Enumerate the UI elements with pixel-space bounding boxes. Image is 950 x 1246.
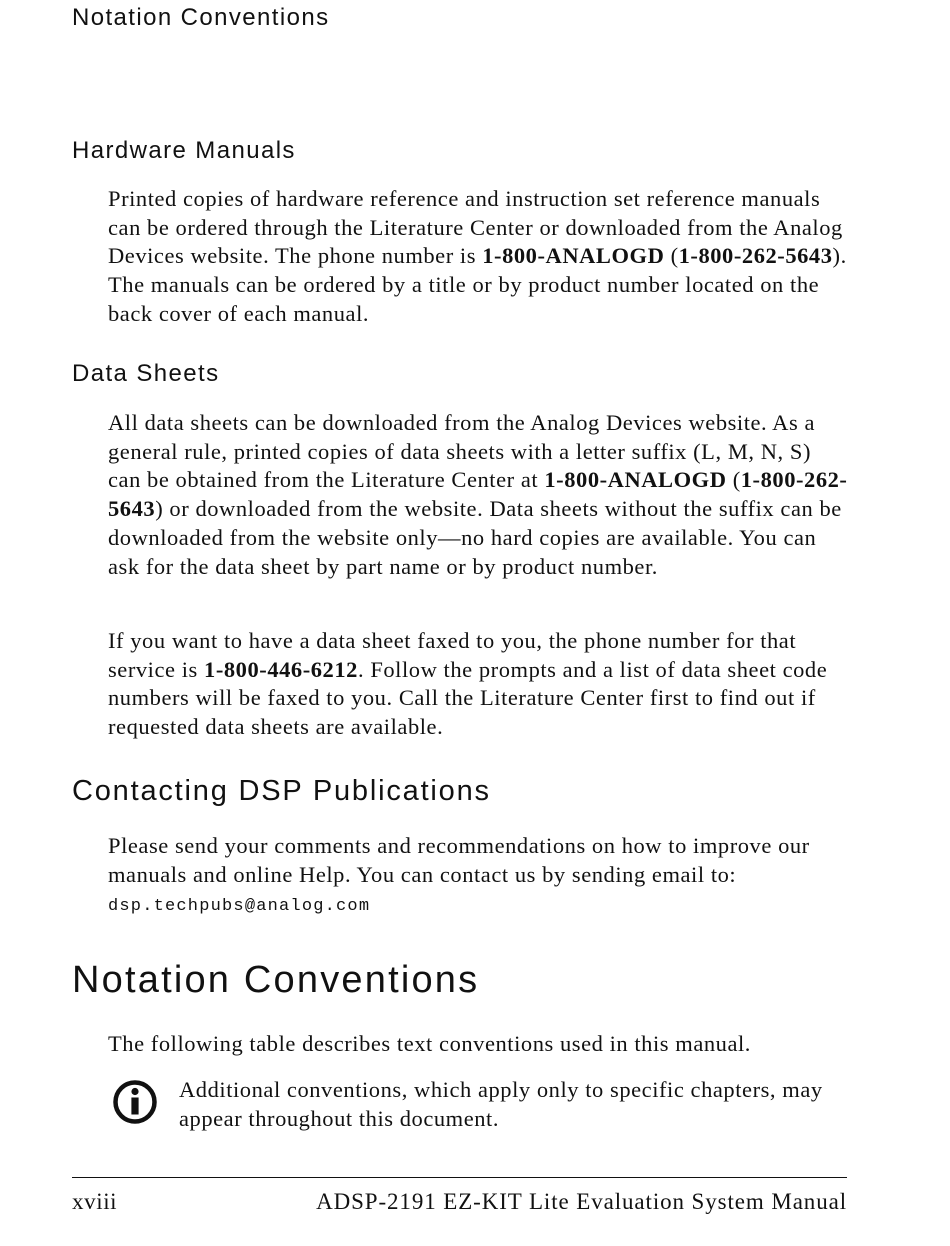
data-sheets-paragraph-1 xyxy=(108,409,850,581)
hardware-manuals-text-2: ( xyxy=(670,243,679,269)
data-sheets-phone-name: 1-800-ANALOGD xyxy=(544,467,727,493)
contacting-heading: Contacting DSP Publications xyxy=(72,775,491,807)
contact-email-link[interactable]: dsp.techpubs@analog.com xyxy=(108,897,371,917)
manual-title: ADSP-2191 EZ-KIT Lite Evaluation System Manual xyxy=(316,1189,847,1214)
hardware-manuals-phone-name: 1-800-ANALOGD xyxy=(482,243,665,269)
contacting-paragraph xyxy=(108,832,850,922)
hardware-manuals-phone-number: 1-800-262-5643 xyxy=(678,243,833,269)
hardware-manuals-text-1: Printed copies of hardware reference and instruction set reference manuals can be ordered through the Literature Center or downloaded from the Analog Devices website. The phone number is xyxy=(108,186,843,269)
data-sheets-paragraph-2 xyxy=(108,627,850,742)
data-sheets-p1-text-3: ) or downloaded from the website. Data sheets without the suffix can be downloaded from the website only—no hard copies are available. You can ask for the data sheet by part name or by product number. xyxy=(108,496,842,579)
note-text: Additional conventions, which apply only to specific chapters, may appear throughout this document. xyxy=(179,1077,823,1131)
contacting-text: Please send your comments and recommendations on how to improve our manuals and online Help. You can contact us by sending email to: xyxy=(108,833,810,887)
notation-conventions-heading: Notation Conventions xyxy=(72,959,480,1001)
footer-divider xyxy=(72,1177,847,1178)
hardware-manuals-paragraph xyxy=(108,185,850,329)
info-icon xyxy=(112,1079,158,1125)
hardware-manuals-text-3: ). The manuals can be ordered by a title or by product number located on the back cover of each manual. xyxy=(108,243,847,326)
data-sheets-fax-number: 1-800-446-6212 xyxy=(204,656,358,682)
page-number: xviii xyxy=(72,1189,118,1214)
note-callout xyxy=(108,1076,850,1140)
data-sheets-p1-text-1: All data sheets can be downloaded from the Analog Devices website. As a general rule, printed copies of data sheets with a letter suffix (L, M, N, S) can be obtained from the Literature Center at xyxy=(108,410,815,493)
hardware-manuals-heading: Hardware Manuals xyxy=(72,137,296,164)
data-sheets-p1-text-2: ( xyxy=(732,467,741,493)
notation-intro: The following table describes text conventions used in this manual. xyxy=(108,1031,751,1056)
data-sheets-phone-number: 1-800-262-5643 xyxy=(108,467,848,522)
running-header: Notation Conventions xyxy=(72,4,330,31)
data-sheets-heading: Data Sheets xyxy=(72,360,220,387)
data-sheets-p2-text-2: . Follow the prompts and a list of data sheet code numbers will be faxed to you. Call the Literature Center first to find out if requested data sheets are available. xyxy=(108,656,828,740)
data-sheets-p2-text-1: If you want to have a data sheet faxed to you, the phone number for that service is xyxy=(108,628,797,682)
